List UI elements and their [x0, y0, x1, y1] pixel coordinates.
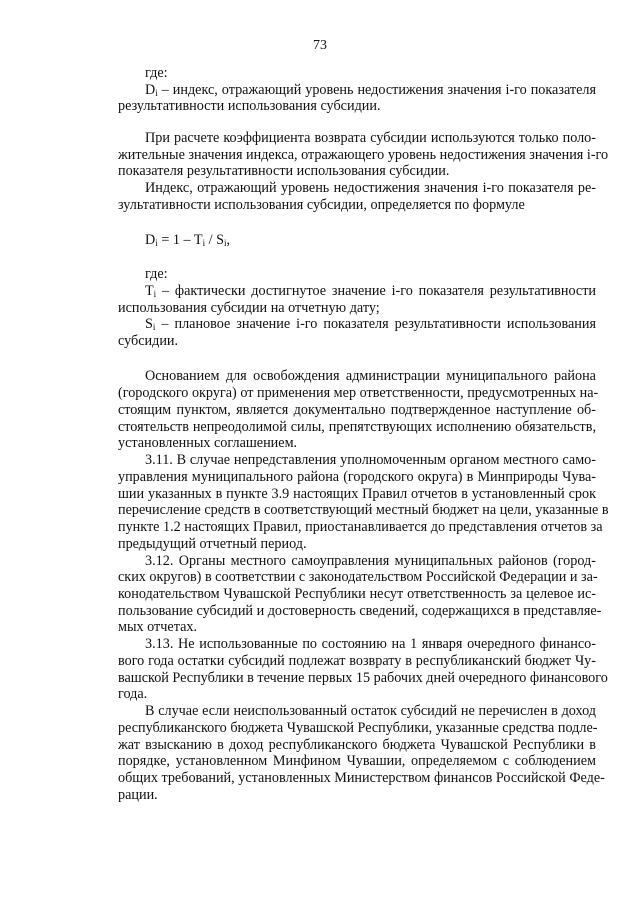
t-definition-line-2: использования субсидии на отчетную дату; — [118, 300, 380, 316]
s-definition-line-1: $S_i$ – плановое значение i-го показателя результативности использования — [145, 316, 596, 332]
page-number: 73 — [313, 38, 327, 53]
para6-line: вого года остатки субсидий подлежат возврату в республиканский бюджет Чу- — [118, 653, 596, 669]
t-definition-line-1: $T_i$ – фактически достигнутое значение i-го показателя результативности — [145, 283, 596, 299]
para5-line: ских округов) в соответствии с законодательством Российской Федерации и за- — [118, 569, 598, 585]
para6-line: 3.13. Не использованные по состоянию на 1 января очередного финансо- — [145, 636, 596, 652]
para3-line: Основанием для освобождения администрации муниципального района — [145, 368, 596, 384]
para7-line: порядке, установленном Минфином Чувашии, определяемом с соблюдением — [118, 753, 596, 769]
para1-line: При расчете коэффициента возврата субсидии используются только поло- — [145, 130, 596, 146]
para2-line: Индекс, отражающий уровень недостижения значения i-го показателя ре- — [145, 180, 596, 196]
para5-line: 3.12. Органы местного самоуправления муниципальных районов (город- — [145, 553, 596, 569]
para7-line: рации. — [118, 787, 158, 803]
para5-line: пользование субсидий и достоверность сведений, содержащихся в представляе- — [118, 603, 602, 619]
d-definition-line-1: $D_i$ – индекс, отражающий уровень недостижения значения i-го показателя — [145, 82, 596, 98]
para7-line: общих требований, установленных Министерством финансов Российской Феде- — [118, 770, 605, 786]
para4-line: пункте 1.2 настоящих Правил, приостанавливается до представления отчетов за — [118, 519, 603, 535]
index-formula: $D_i = 1 - T_i / S_i$, — [145, 232, 231, 248]
para3-line: стоящим пунктом, является документально подтвержденное наступление об- — [118, 402, 596, 418]
para7-line: В случае если неиспользованный остаток субсидий не перечислен в доход — [145, 703, 596, 719]
para5-line: конодательством Чувашской Республики несут ответственность за целевое ис- — [118, 586, 596, 602]
para4-line: шии указанных в пункте 3.9 настоящих Правил отчетов в установленный срок — [118, 486, 596, 502]
para4-line: перечисление средств в соответствующий местный бюджет на цели, указанные в — [118, 502, 609, 518]
para5-line: мых отчетах. — [118, 619, 198, 635]
para2-line: зультативности использования субсидии, определяется по формуле — [118, 197, 525, 213]
where-label-2: где: — [145, 266, 168, 282]
para3-line: (городского округа) от применения мер ответственности, предусмотренных на- — [118, 385, 599, 401]
para4-line: предыдущий отчетный период. — [118, 536, 307, 552]
para7-line: жат взысканию в доход республиканского бюджета Чувашской Республики в — [118, 737, 596, 753]
para7-line: республиканского бюджета Чувашской Республики, указанные средства подле- — [118, 720, 598, 736]
para4-line: управления муниципального района (городского округа) в Минприроды Чува- — [118, 469, 596, 485]
para4-line: 3.11. В случае непредставления уполномоченным органом местного само- — [145, 452, 596, 468]
para6-line: вашской Республики в течение первых 15 рабочих дней очередного финансового — [118, 670, 608, 686]
para3-line: установленных соглашением. — [118, 435, 298, 451]
para3-line: стоятельств непреодолимой силы, препятствующих исполнению обязательств, — [118, 419, 596, 435]
para1-line: жительные значения индекса, отражающего уровень недостижения значения i-го — [118, 147, 609, 163]
s-definition-line-2: субсидии. — [118, 333, 179, 349]
para6-line: года. — [118, 686, 148, 702]
where-label-1: где: — [145, 65, 168, 81]
para1-line: показателя результативности использования субсидии. — [118, 163, 450, 179]
d-definition-line-2: результативности использования субсидии. — [118, 98, 381, 114]
